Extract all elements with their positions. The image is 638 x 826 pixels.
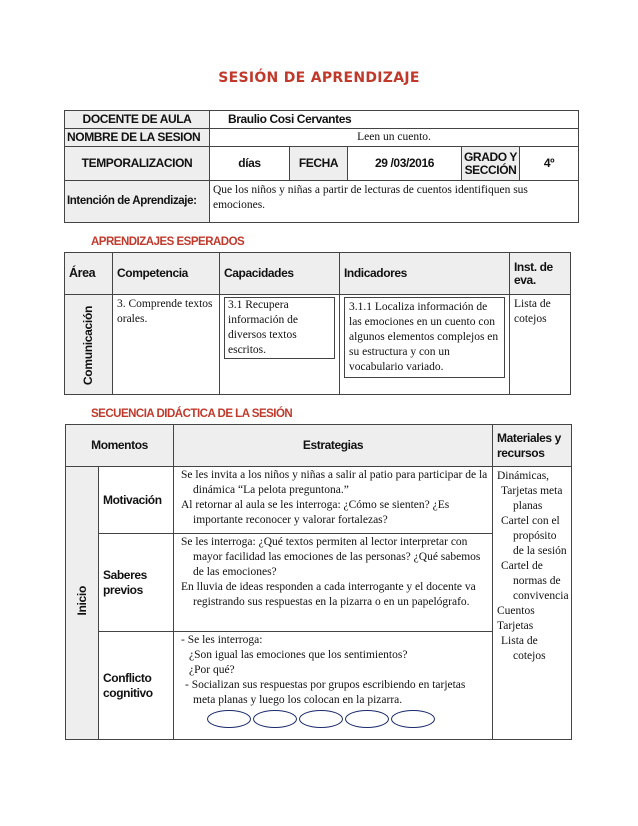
motivacion-line: Al retornar al aula se les interroga: ¿Cómo se sienten? ¿Es importante reconocer y valorar fortalezas? [181, 499, 450, 526]
conflicto-line: - Socializan sus respuestas por grupos escribiendo en tarjetas meta planas y luego los colocan en la pizarra. [185, 679, 466, 706]
oval-card [253, 710, 297, 728]
temporalizacion-value: días [210, 147, 290, 181]
indicador-value: 3.1.1 Localiza información de las emociones en un cuento con algunos elementos complejos en su estructura y con un vocabulario variado. [344, 297, 505, 378]
conflicto-line: - Se les interroga: [181, 634, 263, 646]
session-info-table [64, 110, 579, 223]
motivacion-label: Motivación [99, 467, 174, 534]
nombre-label: NOMBRE DE LA SESION [65, 129, 210, 147]
material-item: Cartel con el propósito de la sesión [501, 515, 567, 557]
saberes-label: Saberes previos [99, 534, 174, 632]
phase-inicio: Inicio [74, 585, 89, 616]
material-item: Tarjetas meta planas [501, 485, 563, 512]
header-competencia: Competencia [113, 253, 220, 295]
material-item: Cuentos [497, 605, 535, 617]
grado-value: 4º [520, 147, 579, 181]
area-value: Comunicación [81, 305, 95, 385]
temporalizacion-label: TEMPORALIZACION [65, 147, 210, 181]
oval-card [299, 710, 343, 728]
conflicto-line: ¿Por qué? [189, 664, 235, 676]
motivacion-strategies [174, 467, 493, 534]
docente-label: DOCENTE DE AULA [65, 111, 210, 129]
header-inst-eva: Inst. de eva. [510, 253, 571, 295]
header-estrategias: Estrategias [174, 425, 493, 467]
material-item: Tarjetas [497, 620, 534, 632]
material-item: Dinámicas, [497, 470, 550, 482]
header-capacidades: Capacidades [220, 253, 340, 295]
conflicto-label: Conflicto cognitivo [99, 632, 174, 740]
conflicto-strategies [174, 632, 493, 740]
oval-card [345, 710, 389, 728]
oval-card [391, 710, 435, 728]
header-materiales: Materiales y recursos [493, 425, 572, 467]
page-title: SESIÓN DE APRENDIZAJE [218, 70, 420, 86]
fecha-value: 29 /03/2016 [348, 147, 462, 181]
nombre-value: Leen un cuento. [210, 129, 579, 147]
material-item: Cartel de normas de convivencia [501, 560, 569, 602]
conflicto-line: ¿Son igual las emociones que los sentimientos? [189, 649, 408, 661]
fecha-label: FECHA [290, 147, 348, 181]
saberes-line: En lluvia de ideas responden a cada interrogante y el docente va registrando sus respuestas en la pizarra o en un papelógrafo. [181, 581, 476, 608]
motivacion-line: Se les invita a los niños y niñas a salir al patio para participar de la dinámica “La pelota preguntona.” [181, 469, 488, 496]
intencion-value: Que los niños y niñas a partir de lecturas de cuentos identifiquen sus emociones. [210, 181, 579, 223]
instrumento-value: Lista de cotejos [510, 295, 571, 395]
secuencia-heading: SECUENCIA DIDÁCTICA DE LA SESIÓN [91, 408, 293, 420]
header-area: Área [65, 253, 113, 295]
saberes-line: Se les interroga: ¿Qué textos permiten al lector interpretar con mayor facilidad las emociones de las personas? ¿Qué sabemos de las emociones? [181, 536, 481, 578]
saberes-strategies [174, 534, 493, 632]
aprendizajes-table [64, 252, 571, 395]
capacidad-value: 3.1 Recupera información de diversos textos escritos. [224, 297, 335, 359]
intencion-label: Intención de Aprendizaje: [65, 181, 210, 223]
tarjetas-ovals [207, 710, 489, 728]
docente-value: Braulio Cosi Cervantes [210, 111, 579, 129]
materiales-list [493, 467, 572, 740]
header-indicadores: Indicadores [340, 253, 510, 295]
header-momentos: Momentos [66, 425, 174, 467]
secuencia-table [65, 424, 572, 740]
oval-card [207, 710, 251, 728]
aprendizajes-heading: APRENDIZAJES ESPERADOS [91, 236, 245, 248]
competencia-value: 3. Comprende textos orales. [113, 295, 220, 395]
material-item: Lista de cotejos [501, 635, 546, 662]
grado-label: GRADO Y SECCIÓN [462, 147, 520, 181]
